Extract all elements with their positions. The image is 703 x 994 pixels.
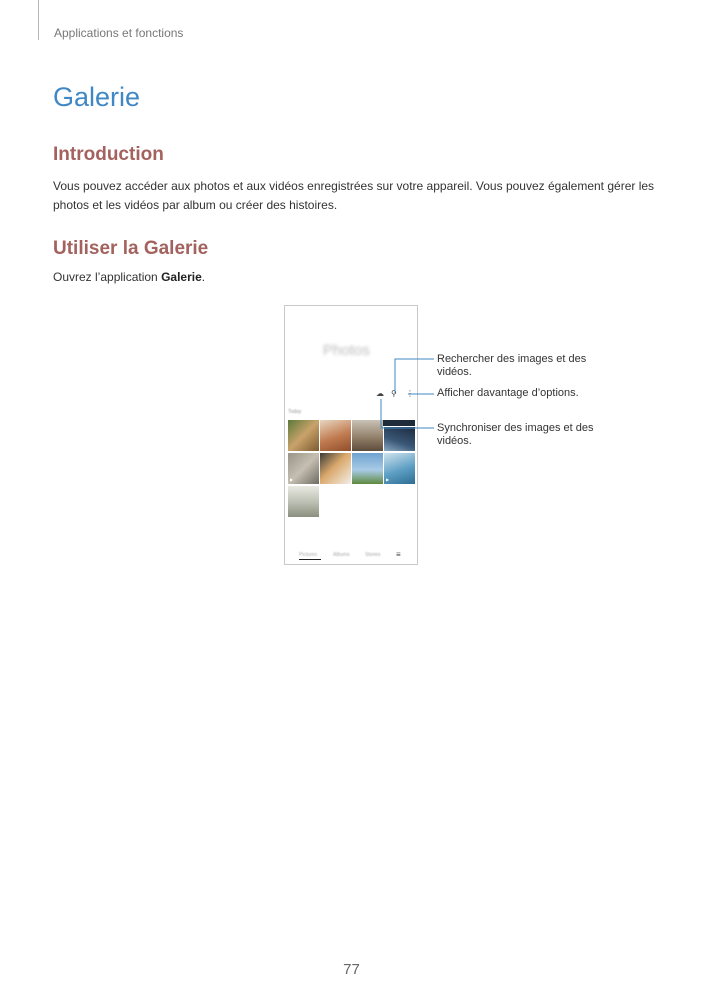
photo-thumbnail[interactable] xyxy=(288,420,319,451)
cloud-sync-icon[interactable]: ☁ xyxy=(376,389,384,398)
search-icon[interactable]: ⚲ xyxy=(391,389,397,398)
active-tab-indicator xyxy=(299,559,321,560)
callout-search: Rechercher des images et des vidéos. xyxy=(437,353,587,378)
photo-thumbnail[interactable] xyxy=(320,420,351,451)
video-thumbnail[interactable] xyxy=(384,427,415,451)
video-thumbnail[interactable] xyxy=(288,453,319,484)
group-label: Today xyxy=(288,409,302,415)
play-icon: ▶ xyxy=(386,477,390,482)
photo-thumbnail[interactable] xyxy=(320,453,351,484)
section-heading-introduction: Introduction xyxy=(53,144,164,165)
more-options-icon[interactable]: ⋮ xyxy=(406,389,414,398)
photo-thumbnail[interactable] xyxy=(352,453,383,484)
play-icon: ▶ xyxy=(290,477,294,482)
callout-more-options: Afficher davantage d’options. xyxy=(437,387,579,399)
running-header: Applications et fonctions xyxy=(54,26,184,40)
menu-icon[interactable]: ≡ xyxy=(396,550,401,559)
bottom-tab-bar xyxy=(285,550,418,564)
video-thumbnail[interactable] xyxy=(384,453,415,484)
open-app-instruction xyxy=(53,268,658,287)
callout-sync: Synchroniser des images et des vidéos. xyxy=(437,422,594,447)
instruction-suffix: . xyxy=(201,270,206,284)
tab-stories[interactable]: Stories xyxy=(365,552,381,558)
screen-title: Photos xyxy=(323,342,370,359)
page-number: 77 xyxy=(343,961,360,978)
page-title: Galerie xyxy=(53,82,141,112)
video-badge xyxy=(382,420,415,426)
gallery-screenshot xyxy=(284,305,418,565)
margin-line xyxy=(38,0,39,40)
section-heading-use-gallery: Utiliser la Galerie xyxy=(53,238,209,259)
tab-pictures[interactable]: Pictures xyxy=(299,552,318,558)
photo-thumbnail[interactable] xyxy=(352,420,383,451)
tab-albums[interactable]: Albums xyxy=(333,552,350,558)
introduction-paragraph: Vous pouvez accéder aux photos et aux vidéos enregistrées sur votre appareil. Vous pouvez également gérer les photos et les vidéos par album ou créer des histoires. xyxy=(53,179,655,212)
photo-thumbnail[interactable] xyxy=(288,486,319,517)
instruction-prefix: Ouvrez l’application xyxy=(53,270,162,284)
app-name: Galerie xyxy=(161,270,202,284)
